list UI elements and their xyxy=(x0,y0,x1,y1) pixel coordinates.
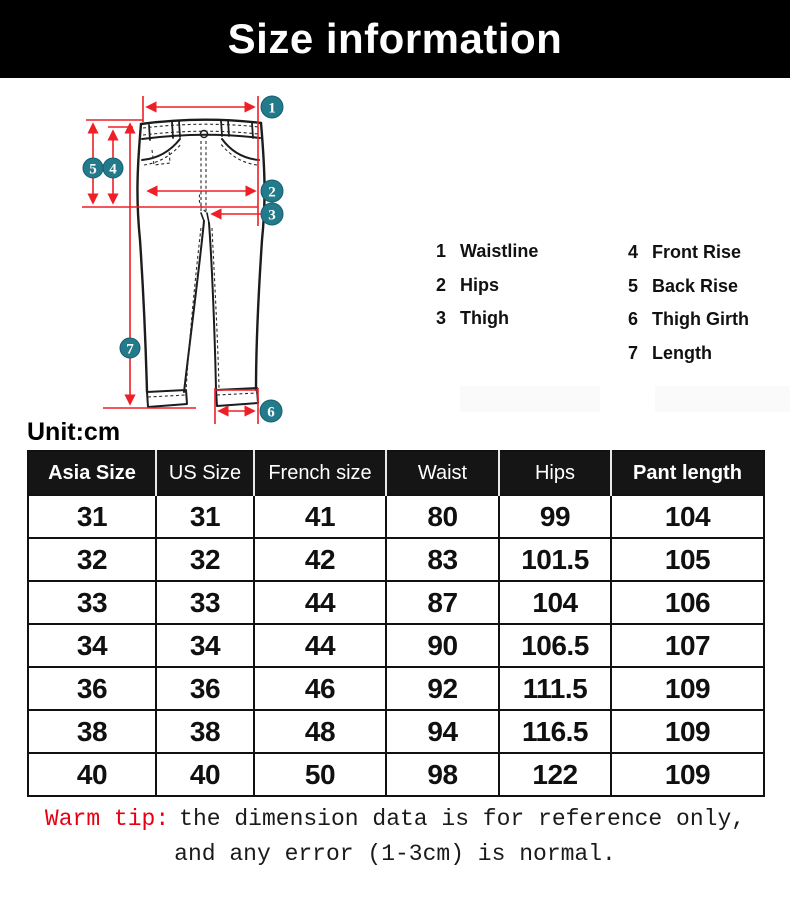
table-cell: 36 xyxy=(156,667,254,710)
warm-tip-line1 xyxy=(0,802,790,837)
callout-number-1: 1 xyxy=(268,100,276,117)
dimension-arrows xyxy=(82,96,261,424)
table-cell: 50 xyxy=(254,753,386,796)
table-cell: 83 xyxy=(386,538,499,581)
table-cell: 44 xyxy=(254,624,386,667)
column-header: Pant length xyxy=(611,451,764,495)
table-cell: 48 xyxy=(254,710,386,753)
callout-number-6: 6 xyxy=(267,404,275,421)
table-cell: 92 xyxy=(386,667,499,710)
table-row xyxy=(28,581,764,624)
callout-number-2: 2 xyxy=(268,184,276,201)
table-cell: 46 xyxy=(254,667,386,710)
table-cell: 104 xyxy=(499,581,611,624)
table-cell: 104 xyxy=(611,495,764,538)
unit-label: Unit:cm xyxy=(27,418,121,446)
table-cell: 99 xyxy=(499,495,611,538)
table-cell: 90 xyxy=(386,624,499,667)
table-cell: 106 xyxy=(611,581,764,624)
legend-label: Hips xyxy=(460,274,500,295)
legend-label: Thigh Girth xyxy=(652,309,749,329)
page-title: Size information xyxy=(227,15,563,62)
legend-number: 7 xyxy=(628,342,639,363)
legend-item-hips xyxy=(436,275,538,296)
column-header: Asia Size xyxy=(28,451,156,495)
table-cell: 33 xyxy=(28,581,156,624)
table-cell: 122 xyxy=(499,753,611,796)
pants-outline xyxy=(137,120,264,407)
table-row xyxy=(28,753,764,796)
table-cell: 32 xyxy=(28,538,156,581)
table-cell: 106.5 xyxy=(499,624,611,667)
column-header: US Size xyxy=(156,451,254,495)
callout-number-7: 7 xyxy=(126,341,134,358)
legend-number: 5 xyxy=(628,275,639,296)
legend-number: 2 xyxy=(436,274,447,295)
legend-label: Length xyxy=(652,342,712,363)
legend-number: 4 xyxy=(628,242,639,262)
legend-label: Back Rise xyxy=(652,275,739,296)
table-row xyxy=(28,624,764,667)
warm-tip-label: Warm tip: xyxy=(44,806,170,832)
warm-tip-line2: and any error (1-3cm) is normal. xyxy=(174,841,616,867)
column-header: French size xyxy=(254,451,386,495)
callout-number-5: 5 xyxy=(89,161,97,178)
legend-label: Waistline xyxy=(460,241,539,261)
table-cell: 109 xyxy=(611,667,764,710)
table-cell: 44 xyxy=(254,581,386,624)
size-table-header-row xyxy=(28,451,764,495)
measurement-legend-column-1 xyxy=(436,241,538,342)
legend-label: Thigh xyxy=(460,308,509,328)
callout-number-3: 3 xyxy=(268,207,276,224)
table-cell: 31 xyxy=(28,495,156,538)
legend-item-back-rise xyxy=(628,276,749,297)
table-cell: 109 xyxy=(611,753,764,796)
table-cell: 34 xyxy=(156,624,254,667)
table-cell: 101.5 xyxy=(499,538,611,581)
warm-tip xyxy=(0,802,790,872)
table-cell: 111.5 xyxy=(499,667,611,710)
table-cell: 36 xyxy=(28,667,156,710)
column-header: Waist xyxy=(386,451,499,495)
callout-number-4: 4 xyxy=(109,161,117,178)
column-header: Hips xyxy=(499,451,611,495)
warm-tip-text1: the dimension data is for reference only, xyxy=(179,806,746,832)
table-cell: 33 xyxy=(156,581,254,624)
table-cell: 41 xyxy=(254,495,386,538)
legend-number: 6 xyxy=(628,309,639,329)
measurement-legend-column-2 xyxy=(628,242,749,376)
table-row xyxy=(28,710,764,753)
legend-item-length xyxy=(628,343,749,364)
table-cell: 109 xyxy=(611,710,764,753)
legend-item-thigh xyxy=(436,308,538,329)
legend-label: Front Rise xyxy=(652,242,742,262)
table-cell: 31 xyxy=(156,495,254,538)
table-row xyxy=(28,538,764,581)
table-row xyxy=(28,495,764,538)
table-cell: 32 xyxy=(156,538,254,581)
table-cell: 80 xyxy=(386,495,499,538)
legend-item-waistline xyxy=(436,241,538,262)
size-table-body xyxy=(28,495,764,796)
legend-number: 1 xyxy=(436,241,447,261)
table-cell: 87 xyxy=(386,581,499,624)
table-cell: 98 xyxy=(386,753,499,796)
table-cell: 40 xyxy=(28,753,156,796)
table-cell: 38 xyxy=(156,710,254,753)
table-cell: 42 xyxy=(254,538,386,581)
table-cell: 40 xyxy=(156,753,254,796)
table-cell: 107 xyxy=(611,624,764,667)
table-cell: 105 xyxy=(611,538,764,581)
callout-numbers xyxy=(89,101,276,421)
pants-stitching xyxy=(143,124,259,397)
table-row xyxy=(28,667,764,710)
legend-item-thigh-girth xyxy=(628,309,749,330)
legend-item-front-rise xyxy=(628,242,749,263)
legend-number: 3 xyxy=(436,308,447,328)
table-cell: 94 xyxy=(386,710,499,753)
table-cell: 116.5 xyxy=(499,710,611,753)
table-cell: 34 xyxy=(28,624,156,667)
table-cell: 38 xyxy=(28,710,156,753)
watermark-blocks xyxy=(460,386,790,412)
size-table xyxy=(27,450,765,797)
